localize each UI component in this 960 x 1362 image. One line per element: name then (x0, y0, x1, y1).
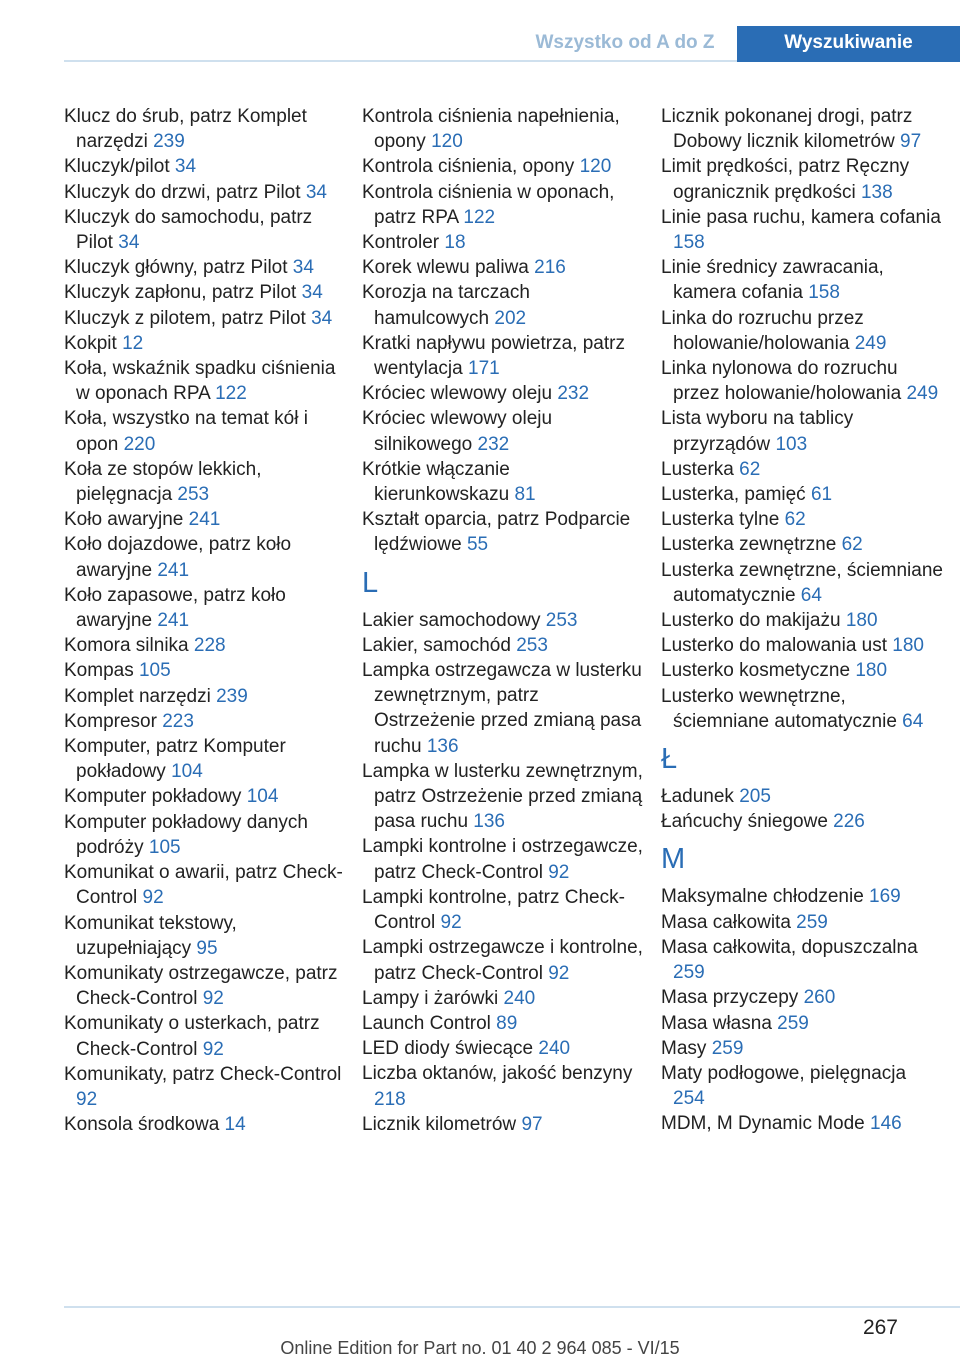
index-term: MDM, M Dynamic Mode (661, 1113, 865, 1135)
index-entry (362, 406, 644, 456)
index-term: Kontrola ciśnienia, opony (362, 156, 575, 178)
index-term: Koła, wszystko na temat kół i opon (64, 408, 308, 455)
index-entry (64, 255, 346, 280)
index-entry (661, 1061, 943, 1111)
index-term: Lusterko wewnętrzne, ściemniane automatycznie (661, 685, 897, 732)
page-reference-link[interactable]: 171 (468, 358, 500, 380)
page-reference-link[interactable]: 259 (711, 1037, 744, 1059)
index-entry (64, 860, 346, 910)
index-entry (362, 608, 644, 633)
index-term: LED diody świecące (362, 1038, 534, 1060)
index-letter-heading: L (362, 566, 379, 599)
page-reference-link[interactable]: 253 (545, 609, 578, 631)
index-entry (64, 911, 346, 961)
page-reference-link[interactable]: 62 (739, 458, 761, 480)
index-entry (661, 306, 943, 356)
index-term: Lampka ostrzegawcza w lusterku zewnętrznym, patrz Ostrzeżenie przed zmianą pasa ruchu (362, 660, 642, 757)
index-term: Masa całkowita, dopuszczalna (661, 936, 918, 958)
index-entry (362, 1061, 644, 1111)
page-reference-link[interactable]: 223 (162, 710, 194, 732)
index-term: Lampy i żarówki (362, 987, 499, 1009)
index-entry (362, 986, 644, 1011)
index-term: Kontrola ciśnienia w oponach, patrz RPA (362, 181, 615, 228)
index-entry (64, 583, 346, 633)
page-reference-link[interactable]: 89 (496, 1012, 518, 1034)
page-reference-link[interactable]: 62 (784, 509, 806, 531)
index-term: Maksymalne chłodzenie (661, 886, 864, 908)
index-term: Kluczyk z pilotem, patrz Pilot (64, 307, 306, 329)
page-reference-link[interactable]: 92 (440, 912, 462, 934)
index-entry (64, 734, 346, 784)
index-term: Lusterka zewnętrzne (661, 534, 837, 556)
index-term: Komputer, patrz Komputer pokładowy (64, 736, 286, 783)
index-term: Lusterko kosmetyczne (661, 660, 851, 682)
index-term: Licznik kilometrów (362, 1113, 517, 1135)
index-entry (661, 104, 943, 154)
index-entry (362, 1036, 644, 1061)
index-term: Linka do rozruchu przez holowanie/holowania (661, 307, 864, 354)
index-term: Komputer pokładowy (64, 786, 242, 808)
page-reference-link[interactable]: 14 (224, 1114, 246, 1136)
index-term: Koło awaryjne (64, 509, 184, 531)
index-term: Korozja na tarczach hamulcowych (362, 282, 530, 329)
index-entry (362, 658, 644, 759)
index-entry (661, 507, 943, 532)
index-term: Linie pasa ruchu, kamera cofania (661, 206, 941, 228)
index-term: Lista wyboru na tablicy przyrządów (661, 408, 854, 455)
index-term: Kształt oparcia, patrz Podparcie lędźwiowe (362, 509, 631, 556)
page-reference-link[interactable]: 92 (142, 887, 164, 909)
index-entry (661, 457, 943, 482)
index-term: Lampki ostrzegawcze i kontrolne, patrz Check-Control (362, 937, 643, 984)
page-reference-link[interactable]: 232 (477, 433, 510, 455)
index-entry (64, 810, 346, 860)
index-entry (64, 154, 346, 179)
index-term: Króciec wlewowy oleju silnikowego (362, 408, 553, 455)
page-reference-link[interactable]: 239 (216, 685, 248, 707)
index-term: Kluczyk główny, patrz Pilot (64, 257, 288, 279)
index-entry (64, 356, 346, 406)
index-entry (64, 180, 346, 205)
index-entry (661, 784, 943, 809)
index-entry (64, 507, 346, 532)
footer-rule (64, 1306, 960, 1308)
page-reference-link[interactable]: 249 (906, 383, 939, 405)
index-term: Linka nylonowa do rozruchu przez holowanie/holowania (661, 358, 902, 405)
page-reference-link[interactable]: 232 (557, 383, 590, 405)
index-entry (64, 532, 346, 582)
index-entry (661, 205, 943, 255)
index-entry (64, 280, 346, 305)
index-term: Licznik pokonanej drogi, patrz Dobowy licznik kilometrów (661, 106, 913, 153)
page-reference-link[interactable]: 260 (803, 987, 836, 1009)
index-entry (661, 406, 943, 456)
page-reference-link[interactable]: 259 (796, 911, 828, 933)
page-reference-link[interactable]: 34 (301, 282, 323, 304)
index-entry (661, 558, 943, 608)
index-term: Masa całkowita (661, 911, 791, 933)
search-tab-active[interactable]: Wyszukiwanie (737, 26, 960, 62)
index-letter-heading: M (661, 843, 686, 876)
index-column-3 (661, 104, 943, 1137)
index-term: Kluczyk do samochodu, patrz Pilot (64, 206, 313, 254)
page-reference-link[interactable]: 136 (473, 811, 505, 833)
index-entry (661, 684, 943, 734)
page-reference-link[interactable]: 120 (579, 156, 612, 178)
page-reference-link[interactable]: 218 (374, 1088, 406, 1110)
page-reference-link[interactable]: 253 (516, 634, 548, 656)
index-entry (64, 306, 346, 331)
index-term: Kompas (64, 660, 134, 682)
index-entry (362, 255, 644, 280)
index-term: Maty podłogowe, pielęgnacja (661, 1062, 907, 1084)
index-term: Lampka w lusterku zewnętrznym, patrz Ostrzeżenie przed zmianą pasa ruchu (362, 760, 643, 833)
index-entry (661, 154, 943, 204)
index-term: Komunikat tekstowy, uzupełniający (64, 912, 237, 959)
page-reference-link[interactable]: 239 (153, 131, 185, 153)
index-term: Lusterko do makijażu (661, 610, 841, 632)
index-term: Krótkie włączanie kierunkowskazu (362, 458, 510, 506)
index-entry (661, 1011, 943, 1036)
page-reference-link[interactable]: 259 (673, 962, 705, 984)
index-entry (64, 1062, 346, 1112)
page-reference-link[interactable]: 241 (188, 509, 221, 531)
index-entry (661, 1036, 943, 1061)
index-entry (64, 961, 346, 1011)
page-reference-link[interactable]: 12 (122, 332, 144, 354)
index-entry (362, 935, 644, 985)
page-reference-link[interactable]: 180 (892, 635, 924, 657)
index-entry (64, 104, 346, 154)
index-entry (64, 658, 346, 683)
index-entry (64, 205, 346, 255)
index-entry (64, 457, 346, 507)
section-tab[interactable]: Wszystko od A do Z (535, 32, 715, 53)
index-term: Konsola środkowa (64, 1114, 220, 1136)
page-reference-link[interactable]: 34 (305, 181, 327, 203)
index-term: Lampki kontrolne i ostrzegawcze, patrz Check-Control (362, 836, 643, 883)
page-reference-link[interactable]: 146 (870, 1113, 902, 1135)
index-term: Kompresor (64, 710, 157, 732)
index-entry (362, 457, 644, 507)
page-reference-link[interactable]: 97 (900, 131, 922, 153)
index-term: Kontrola ciśnienia napełnienia, opony (362, 106, 620, 153)
index-entry (64, 709, 346, 734)
page-reference-link[interactable]: 18 (444, 232, 466, 254)
index-term: Komplet narzędzi (64, 685, 211, 707)
index-term: Koła, wskaźnik spadku ciśnienia w oponach RPA (64, 358, 336, 405)
page-reference-link[interactable]: 64 (800, 584, 822, 606)
index-term: Komunikaty ostrzegawcze, patrz Check-Control (64, 962, 338, 1010)
index-term: Limit prędkości, patrz Ręczny ogranicznik prędkości (661, 156, 910, 203)
index-entry (362, 381, 644, 406)
index-entry (64, 1011, 346, 1061)
page-reference-link[interactable]: 122 (215, 383, 247, 405)
index-term: Linie średnicy zawracania, kamera cofania (661, 257, 884, 304)
page-reference-link[interactable]: 120 (431, 131, 463, 153)
index-term: Komunikaty, patrz Check-Control (64, 1063, 342, 1085)
page-reference-link[interactable]: 205 (739, 786, 771, 808)
index-entry (661, 935, 943, 985)
page-reference-link[interactable]: 92 (548, 861, 570, 883)
page-reference-link[interactable]: 34 (174, 156, 197, 178)
page-reference-link[interactable]: 61 (810, 484, 833, 506)
index-term: Komunikat o awarii, patrz Check-Control (64, 862, 343, 909)
page-reference-link[interactable]: 92 (76, 1088, 98, 1110)
page-reference-link[interactable]: 34 (292, 257, 314, 279)
page-reference-link[interactable]: 228 (193, 635, 226, 657)
page-reference-link[interactable]: 158 (808, 282, 840, 304)
index-term: Koła ze stopów lekkich, pielęgnacja (64, 458, 262, 506)
index-term: Launch Control (362, 1012, 491, 1034)
index-entry (661, 482, 943, 507)
page-reference-link[interactable]: 104 (246, 786, 279, 808)
index-term: Łańcuchy śniegowe (661, 811, 828, 833)
page-reference-link[interactable]: 216 (534, 257, 566, 279)
page-reference-link[interactable]: 105 (148, 836, 181, 858)
index-entry (64, 331, 346, 356)
index-entry (362, 1112, 644, 1137)
page-reference-link[interactable]: 254 (673, 1088, 705, 1110)
index-term: Kontroler (362, 232, 440, 254)
index-entry (362, 507, 644, 557)
page-reference-link[interactable]: 180 (855, 660, 888, 682)
index-entry (661, 658, 943, 683)
page-reference-link[interactable]: 240 (503, 987, 536, 1009)
index-term: Kluczyk do drzwi, patrz Pilot (64, 181, 301, 203)
index-entry (362, 154, 644, 179)
index-entry (661, 1111, 943, 1136)
index-entry (362, 280, 644, 330)
index-term: Koło dojazdowe, patrz koło awaryjne (64, 534, 292, 581)
page-number: 267 (862, 1316, 898, 1339)
index-term: Komputer pokładowy danych podróży (64, 811, 308, 858)
page-reference-link[interactable]: 55 (466, 534, 489, 556)
index-entry (362, 230, 644, 255)
page-reference-link[interactable]: 158 (673, 232, 705, 254)
page-reference-link[interactable]: 138 (860, 181, 893, 203)
index-entry (661, 608, 943, 633)
index-entry (661, 255, 943, 305)
index-term: Kluczyk zapłonu, patrz Pilot (64, 282, 297, 304)
page-reference-link[interactable]: 34 (118, 232, 140, 254)
page-reference-link[interactable]: 241 (157, 559, 190, 581)
index-entry (362, 104, 644, 154)
index-term: Komunikaty o usterkach, patrz Check-Control (64, 1013, 320, 1060)
index-entry (661, 910, 943, 935)
index-entry (64, 633, 346, 658)
edition-footer: Online Edition for Part no. 01 40 2 964 085 - VI/15 (280, 1338, 680, 1358)
index-term: Lusterka (661, 458, 734, 480)
page-reference-link[interactable]: 240 (538, 1038, 571, 1060)
index-term: Króciec wlewowy oleju (362, 383, 553, 405)
index-term: Klucz do śrub, patrz Komplet narzędzi (64, 106, 307, 153)
index-entry (64, 1112, 346, 1137)
index-term: Kratki napływu powietrza, patrz wentylacja (362, 332, 625, 380)
index-term: Masa własna (661, 1012, 772, 1034)
page-reference-link[interactable]: 34 (311, 307, 333, 329)
index-entry (661, 884, 943, 909)
index-term: Lusterka tylne (661, 509, 780, 531)
index-entry (64, 784, 346, 809)
index-term: Kluczyk/pilot (64, 156, 170, 178)
index-term: Lusterko do malowania ust (661, 635, 888, 657)
page-reference-link[interactable]: 104 (171, 761, 203, 783)
page-reference-link[interactable]: 92 (202, 988, 224, 1010)
index-term: Lampki kontrolne, patrz Check-Control (362, 886, 625, 934)
index-entry (661, 356, 943, 406)
page-reference-link[interactable]: 95 (196, 937, 218, 959)
index-entry (362, 834, 644, 884)
page-reference-link[interactable]: 64 (902, 710, 924, 732)
index-column-2 (362, 104, 644, 1137)
page-reference-link[interactable]: 259 (777, 1012, 809, 1034)
index-entry (362, 180, 644, 230)
page-reference-link[interactable]: 169 (869, 886, 901, 908)
index-entry (362, 331, 644, 381)
index-term: Liczba oktanów, jakość benzyny (362, 1063, 633, 1085)
index-letter-heading: Ł (661, 743, 678, 776)
page-reference-link[interactable]: 180 (845, 610, 878, 632)
page-reference-link[interactable]: 81 (514, 484, 536, 506)
page-reference-link[interactable]: 103 (775, 433, 808, 455)
index-entry (362, 1011, 644, 1036)
index-term: Lakier, samochód (362, 634, 511, 656)
page-reference-link[interactable]: 220 (123, 433, 156, 455)
page-reference-link[interactable]: 226 (833, 811, 865, 833)
index-entry (362, 885, 644, 935)
index-entry (661, 809, 943, 834)
page-reference-link[interactable]: 253 (177, 484, 210, 506)
index-term: Masa przyczepy (661, 987, 799, 1009)
index-entry (661, 985, 943, 1010)
index-entry (362, 633, 644, 658)
index-term: Koło zapasowe, patrz koło awaryjne (64, 584, 286, 632)
index-term: Komora silnika (64, 635, 189, 657)
page-reference-link[interactable]: 202 (494, 307, 527, 329)
index-term: Lusterka zewnętrzne, ściemniane automatycznie (661, 559, 943, 606)
index-entry (661, 633, 943, 658)
index-term: Masy (661, 1037, 707, 1059)
page-reference-link[interactable]: 62 (841, 534, 863, 556)
index-term: Kokpit (64, 332, 117, 354)
page-reference-link[interactable]: 105 (138, 660, 171, 682)
page-reference-link[interactable]: 241 (157, 610, 190, 632)
index-term: Lakier samochodowy (362, 609, 541, 631)
page-reference-link[interactable]: 92 (202, 1038, 224, 1060)
page-reference-link[interactable]: 249 (854, 332, 887, 354)
index-entry (661, 532, 943, 557)
index-term: Lusterka, pamięć (661, 484, 806, 506)
page-reference-link[interactable]: 92 (548, 962, 570, 984)
page-reference-link[interactable]: 136 (426, 735, 459, 757)
index-column-1 (64, 104, 346, 1137)
index-term: Korek wlewu paliwa (362, 257, 529, 279)
index-entry (64, 406, 346, 456)
page-reference-link[interactable]: 97 (521, 1113, 543, 1135)
index-term: Ładunek (661, 786, 734, 808)
index-entry (64, 684, 346, 709)
page-reference-link[interactable]: 122 (463, 206, 496, 228)
index-entry (362, 759, 644, 835)
